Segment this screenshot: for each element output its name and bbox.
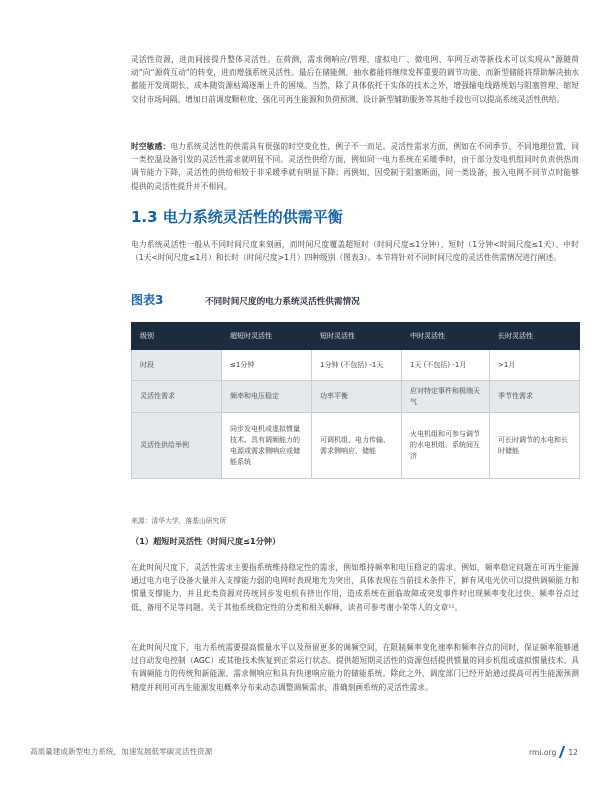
table-cell: >1月 — [490, 350, 580, 381]
table-cell: 功率平衡 — [312, 381, 402, 413]
paragraph-ultra-short-demand — [131, 561, 579, 614]
sub-heading: （1）超短时灵活性（时间尺度≤1分钟） — [131, 536, 281, 546]
section-heading: 1.3 电力系统灵活性的供需平衡 — [131, 208, 343, 226]
paragraph-text: 在此时间尺度下，电力系统需要提高惯量水平以及预留更多的调频空间，在限制频率变化速率和频率谷点的同时，保证频率能够通过自动发电控制（AGC）或其他技术恢复到正常运行状态。提供超短期灵活性的资源包括提供惯量的同步机组或虚拟惯量技术、具有调频能力的传统和新能源、需求侧响应和具有快速响应能力的储能系统。除此之外，调度部门已经开始通过提高可再生能源预测精度并利用可再生能源发电概率分布来动态调整调频需求，准确刻画系统的灵活性需求。 — [131, 643, 579, 692]
table-cell: 季节性需求 — [490, 381, 580, 413]
footer-site-link[interactable]: rmi.org — [528, 747, 557, 757]
flexibility-table — [131, 322, 580, 479]
paragraph-text: 灵活性资源，进而间接提升整体灵活性。在荷测，需求侧响应/管理、虚拟电厂、微电网、车网互动等新技术可以实现从“源随荷动”向“源荷互动”的转变，进而增强系统灵活性。最后在储能侧，抽水蓄能将继续发挥重要的调节功能，而新型储能将帮助解决抽水蓄能开发周期长、成本随资源枯竭逐渐上升的困境。当然，除了具体依托于实体的技术之外，增强输电线路规划与阻塞管理、缩短交付市场间隔、增加日前调度颗粒度、强化可再生能源和负荷预测、设计新型辅助服务等其他手段也可以提高系统灵活性供给。 — [131, 55, 579, 104]
header-long: 长时灵活性 — [490, 323, 580, 350]
paragraph-text: 电力系统灵活性一般从不同时间尺度来刻画，而时间尺度覆盖超短时（时间尺度≤1分钟）、短时（1分钟<时间尺度≤1天）、中时（1天<时间尺度≤1月）和长时（时间尺度>1月）四种级别（图表3）。本节将针对不同时间尺度的灵活性供需情况进行阐述。 — [131, 240, 579, 263]
flexibility-table-container — [131, 322, 579, 479]
table-row — [132, 381, 580, 413]
spatiotemporal-label: 时空敏感： — [131, 142, 171, 151]
table-cell: 同步发电机或虚拟惯量技术、具有调频能力的电源或需求侧响应或储能系统 — [222, 413, 312, 479]
table-header-row — [132, 323, 580, 350]
table-cell: 灵活性供给举例 — [132, 413, 222, 479]
figure-title: 不同时间尺度的电力系统灵活性供需情况 — [205, 297, 360, 307]
figure-number: 图表3 — [131, 293, 164, 307]
header-level: 级别 — [132, 323, 222, 350]
table-cell: 1天 (不包括) -1月 — [402, 350, 490, 381]
table-cell: 应对特定事件和极端天气 — [402, 381, 490, 413]
table-cell: 频率和电压稳定 — [222, 381, 312, 413]
table-cell: ≤1分钟 — [222, 350, 312, 381]
spatiotemporal-text: 电力系统灵活性的供需具有很强的时空变化性，例子不一而足。灵活性需求方面，例如在不同季节、不同地理位置，同一类控温设备引发的灵活性需求就明显不同。灵活性供给方面，例如同一电力系统在采暖季时，由于部分发电机组同时负责供热而调节能力下降，灵活性的供给相较于非采暖季就有明显下降；再例如，因受制于阻塞断面，同一类设备，接入电网不同节点时能够提供的灵活性提升并不相同。 — [131, 142, 579, 191]
table-cell: 火电机组和可参与调节的水电机组、系统间互济 — [402, 413, 490, 479]
paragraph-ultra-short-supply — [131, 641, 579, 694]
table-row — [132, 350, 580, 381]
footer-page-info — [529, 746, 578, 758]
header-ultra-short: 超短时灵活性 — [222, 323, 312, 350]
paragraph-flexibility-resources — [131, 53, 579, 106]
header-short: 短时灵活性 — [312, 323, 402, 350]
slash-divider-icon — [559, 746, 565, 758]
section-heading-block — [131, 207, 579, 227]
source-text: 来源：清华大学，落基山研究所 — [131, 517, 227, 525]
page-number: 12 — [568, 747, 578, 757]
table-source — [131, 508, 579, 527]
table-cell: 1分钟 (不包括) -1天 — [312, 350, 402, 381]
table-cell: 灵活性需求 — [132, 381, 222, 413]
subheading-block — [131, 535, 579, 547]
table-cell: 时段 — [132, 350, 222, 381]
paragraph-text: 在此时间尺度下，灵活性需求主要指系统维持稳定性的需求，例如维持频率和电压稳定的需求。例如，频率稳定问题在可再生能源通过电力电子设备大量并入支撑能力弱的电网时表现地尤为突出，具体表现在当前技术条件下，鲜有风电光伏可以提供调频能力和惯量支撑能力，并且此类资源对传统同步发电机有挤出作用，造成系统在面临故障或突发事件时出现频率变化过快、频率谷点过低、备用不足等问题。关于其他系统稳定性的分类和相关解释，读者可参考谢小荣等人的文章¹¹。 — [131, 563, 579, 612]
table-cell: 可调机组、电力传输、需求侧响应、储能 — [312, 413, 402, 479]
paragraph-spatiotemporal — [131, 140, 579, 193]
table-cell: 可长时调节的水电和长时储能 — [490, 413, 580, 479]
paragraph-time-scales — [131, 238, 579, 264]
table-row — [132, 413, 580, 479]
header-medium: 中时灵活性 — [402, 323, 490, 350]
footer-title: 高质量建成新型电力系统，加速发展低零碳灵活性资源 — [30, 747, 213, 756]
figure-caption — [131, 291, 579, 308]
